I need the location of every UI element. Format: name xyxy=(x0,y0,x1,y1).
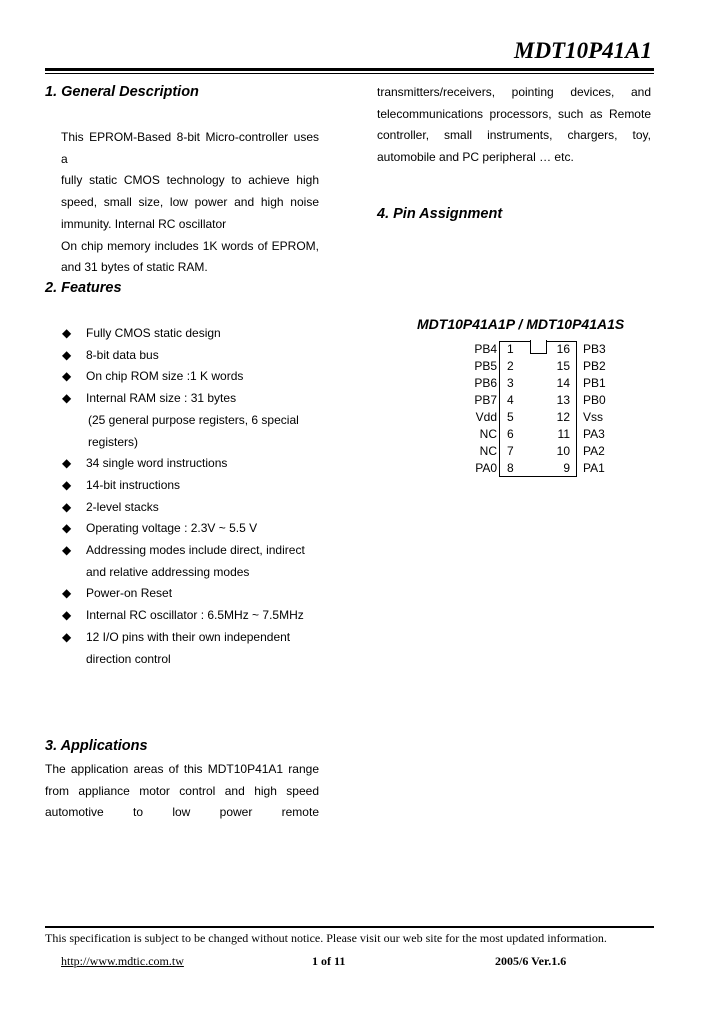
pin-left-name: PA0 xyxy=(475,461,497,475)
diamond-bullet-icon: ◆ xyxy=(62,543,72,558)
diamond-bullet-icon: ◆ xyxy=(62,521,72,536)
pin-right-number: 15 xyxy=(556,359,570,373)
applications-line: telecommunications processors, such as Remote xyxy=(377,106,651,121)
applications-line: automotive to low power remote xyxy=(45,805,319,820)
diamond-bullet-icon: ◆ xyxy=(62,586,72,601)
pin-left-name: PB5 xyxy=(474,359,497,373)
feature-item: ◆ Power-on Reset xyxy=(62,583,322,605)
header-rule-thin xyxy=(45,73,654,74)
pin-right-number: 16 xyxy=(556,342,570,356)
general-line: On chip memory includes 1K words of EPROM, xyxy=(61,238,319,253)
feature-item: ◆ Fully CMOS static design xyxy=(62,323,322,345)
feature-item: ◆ 14-bit instructions xyxy=(62,475,322,497)
feature-item: ◆ 2-level stacks xyxy=(62,497,322,519)
applications-heading: 3. Applications xyxy=(45,738,148,754)
general-description-heading: 1. General Description xyxy=(45,84,199,100)
feature-item: ◆ Internal RC oscillator : 6.5MHz ~ 7.5MHz xyxy=(62,605,322,627)
page-number: 1 of 11 xyxy=(312,954,346,968)
feature-item: ◆ Addressing modes include direct, indirect and relative addressing modes xyxy=(62,540,322,583)
pin-left-name: PB6 xyxy=(474,376,497,390)
header-rule xyxy=(45,68,654,71)
diamond-bullet-icon: ◆ xyxy=(62,608,72,623)
pin-assignment-heading: 4. Pin Assignment xyxy=(377,206,503,222)
document-title: MDT10P41A1 xyxy=(514,38,652,63)
diamond-bullet-icon: ◆ xyxy=(62,369,72,384)
pin-right-number: 12 xyxy=(556,410,570,424)
pin-left-number: 2 xyxy=(507,359,514,373)
diamond-bullet-icon: ◆ xyxy=(62,499,72,514)
pin-row xyxy=(460,392,680,409)
general-line: immunity. Internal RC oscillator xyxy=(61,216,227,231)
pin-left-name: NC xyxy=(479,427,497,441)
pin-left-name: PB7 xyxy=(474,393,497,407)
website-link[interactable]: http://www.mdtic.com.tw xyxy=(61,954,184,968)
feature-item: ◆ On chip ROM size :1 K words xyxy=(62,366,322,388)
feature-item: ◆ 34 single word instructions xyxy=(62,453,322,475)
pin-row xyxy=(460,409,680,426)
diamond-bullet-icon: ◆ xyxy=(62,477,72,492)
footer-rule xyxy=(45,926,654,928)
pin-right-name: PA2 xyxy=(583,444,605,458)
applications-line: transmitters/receivers, pointing devices, and xyxy=(377,85,651,99)
footer-notice: This specification is subject to be changed without notice. Please visit our web site for the most updated information. xyxy=(45,931,607,945)
diamond-bullet-icon: ◆ xyxy=(62,326,72,340)
features-list xyxy=(62,323,322,670)
pin-left-number: 3 xyxy=(507,376,514,390)
general-line: fully static CMOS technology to achieve high xyxy=(61,173,319,188)
pin-right-number: 11 xyxy=(557,427,570,441)
pin-left-number: 1 xyxy=(507,342,514,356)
pin-row xyxy=(460,426,680,443)
feature-item: ◆ Internal RAM size : 31 bytes (25 general purpose registers, 6 special registers) xyxy=(62,388,322,453)
pin-left-number: 4 xyxy=(507,393,514,407)
applications-line: controller, small instruments, chargers, toy, xyxy=(377,128,651,143)
pin-left-number: 8 xyxy=(507,461,514,475)
pin-left-number: 7 xyxy=(507,444,514,458)
features-heading: 2. Features xyxy=(45,280,122,296)
pin-right-number: 10 xyxy=(556,444,570,458)
pin-right-name: PA1 xyxy=(583,461,605,475)
pin-left-name: PB4 xyxy=(474,342,497,356)
pin-row xyxy=(460,375,680,392)
applications-line: The application areas of this MDT10P41A1 range xyxy=(45,762,319,776)
pin-right-name: PB3 xyxy=(583,342,606,356)
pin-right-name: PB1 xyxy=(583,376,606,390)
pin-row xyxy=(460,443,680,460)
pin-left-number: 6 xyxy=(507,427,514,441)
pin-row xyxy=(460,341,680,358)
pin-right-name: PB2 xyxy=(583,359,606,373)
feature-item: ◆ 12 I/O pins with their own independent direction control xyxy=(62,627,322,670)
pin-row xyxy=(460,358,680,375)
pin-right-number: 14 xyxy=(556,376,570,390)
pin-right-name: PA3 xyxy=(583,427,605,441)
pin-left-number: 5 xyxy=(507,410,514,424)
feature-item: ◆ Operating voltage : 2.3V ~ 5.5 V xyxy=(62,518,322,540)
pin-right-number: 9 xyxy=(563,461,570,475)
diamond-bullet-icon: ◆ xyxy=(62,456,72,471)
applications-text-left xyxy=(45,759,319,824)
general-line: This EPROM-Based 8-bit Micro-controller uses a xyxy=(61,130,319,166)
diamond-bullet-icon: ◆ xyxy=(62,629,72,644)
diamond-bullet-icon: ◆ xyxy=(62,391,72,406)
general-line: speed, small size, low power and high noise xyxy=(61,195,319,210)
pin-left-name: NC xyxy=(479,444,497,458)
pin-left-name: Vdd xyxy=(475,410,497,424)
pin-right-name: Vss xyxy=(583,410,604,424)
general-line: and 31 bytes of static RAM. xyxy=(61,260,208,275)
applications-line: from appliance motor control and high speed xyxy=(45,783,319,798)
version-date: 2005/6 Ver.1.6 xyxy=(495,954,567,968)
pin-right-number: 13 xyxy=(556,393,570,407)
applications-line: automobile and PC peripheral … etc. xyxy=(377,150,574,165)
pin-row xyxy=(460,460,680,477)
feature-item: ◆ 8-bit data bus xyxy=(62,345,322,367)
diamond-bullet-icon: ◆ xyxy=(62,347,72,362)
package-name: MDT10P41A1P / MDT10P41A1S xyxy=(417,316,625,332)
general-description-text xyxy=(61,127,319,279)
applications-text-right xyxy=(377,82,651,169)
pin-right-name: PB0 xyxy=(583,393,606,407)
